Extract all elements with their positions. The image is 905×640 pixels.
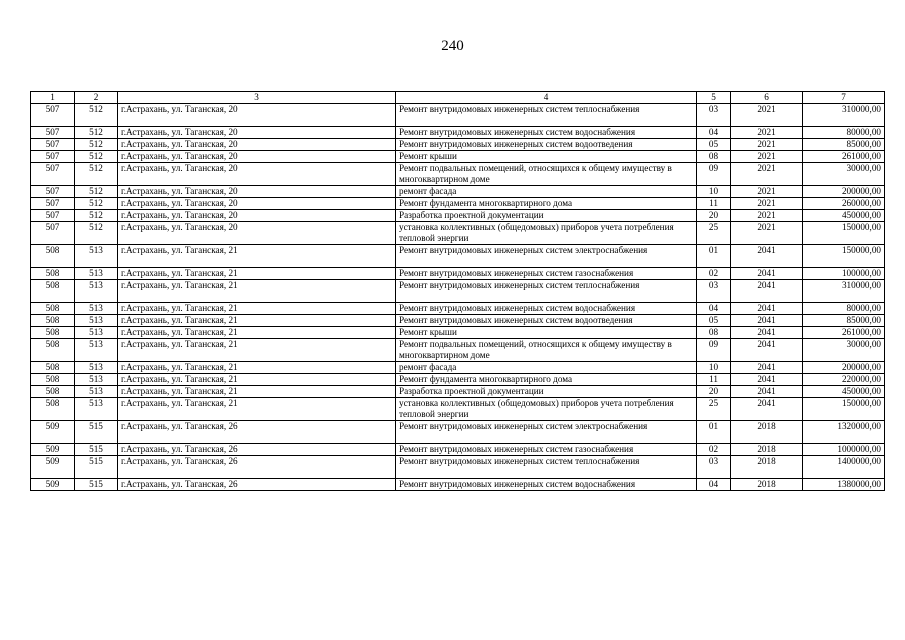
cell-code: 01 [697,245,731,268]
cell-address: г.Астрахань, ул. Таганская, 21 [118,398,396,421]
cell-index: 508 [31,339,75,362]
cell-address: г.Астрахань, ул. Таганская, 20 [118,151,396,163]
table-row [31,315,885,327]
cell-year: 2041 [731,327,803,339]
cell-code: 04 [697,127,731,139]
cell-number: 515 [75,479,118,491]
table-row [31,456,885,479]
cell-code: 09 [697,163,731,186]
cell-year: 2021 [731,163,803,186]
cell-number: 513 [75,268,118,280]
cell-work-type: Ремонт крыши [396,151,697,163]
cell-number: 513 [75,315,118,327]
cell-year: 2041 [731,268,803,280]
table-row [31,127,885,139]
column-header: 3 [118,92,396,104]
cell-cost: 80000,00 [803,127,885,139]
cell-year: 2041 [731,315,803,327]
cell-address: г.Астрахань, ул. Таганская, 20 [118,198,396,210]
cell-index: 509 [31,456,75,479]
cell-cost: 1380000,00 [803,479,885,491]
cell-address: г.Астрахань, ул. Таганская, 20 [118,139,396,151]
cell-code: 25 [697,398,731,421]
table-row [31,198,885,210]
cell-address: г.Астрахань, ул. Таганская, 26 [118,421,396,444]
cell-code: 20 [697,210,731,222]
table-row [31,163,885,186]
cell-cost: 450000,00 [803,386,885,398]
cell-cost: 310000,00 [803,104,885,127]
table-row [31,245,885,268]
cell-index: 508 [31,280,75,303]
cell-work-type: Ремонт фундамента многоквартирного дома [396,374,697,386]
cell-address: г.Астрахань, ул. Таганская, 21 [118,339,396,362]
cell-index: 508 [31,327,75,339]
cell-year: 2018 [731,479,803,491]
column-header: 4 [396,92,697,104]
table-row [31,139,885,151]
page-number: 240 [441,38,464,54]
table-row [31,374,885,386]
cell-year: 2021 [731,127,803,139]
cell-number: 515 [75,444,118,456]
cell-index: 507 [31,104,75,127]
cell-index: 507 [31,186,75,198]
cell-work-type: Ремонт фундамента многоквартирного дома [396,198,697,210]
cell-code: 05 [697,139,731,151]
cell-cost: 200000,00 [803,362,885,374]
cell-index: 507 [31,222,75,245]
cell-code: 01 [697,421,731,444]
cell-work-type: Ремонт подвальных помещений, относящихся к общему имуществу в многоквартирном доме [396,339,697,362]
cell-index: 507 [31,127,75,139]
cell-code: 08 [697,327,731,339]
column-header: 6 [731,92,803,104]
repair-schedule-table [30,91,885,491]
cell-work-type: Ремонт внутридомовых инженерных систем водоотведения [396,139,697,151]
table-row [31,386,885,398]
cell-address: г.Астрахань, ул. Таганская, 21 [118,268,396,280]
cell-index: 507 [31,210,75,222]
cell-cost: 150000,00 [803,398,885,421]
cell-address: г.Астрахань, ул. Таганская, 26 [118,479,396,491]
table-row [31,362,885,374]
cell-year: 2041 [731,245,803,268]
cell-work-type: Ремонт внутридомовых инженерных систем водоснабжения [396,479,697,491]
cell-cost: 85000,00 [803,315,885,327]
cell-address: г.Астрахань, ул. Таганская, 21 [118,315,396,327]
cell-code: 04 [697,479,731,491]
cell-number: 513 [75,327,118,339]
cell-year: 2021 [731,222,803,245]
cell-number: 512 [75,163,118,186]
cell-work-type: Ремонт крыши [396,327,697,339]
cell-year: 2018 [731,444,803,456]
cell-year: 2021 [731,139,803,151]
cell-cost: 220000,00 [803,374,885,386]
cell-address: г.Астрахань, ул. Таганская, 21 [118,386,396,398]
cell-code: 10 [697,362,731,374]
cell-code: 02 [697,268,731,280]
cell-cost: 261000,00 [803,327,885,339]
table-row [31,210,885,222]
cell-year: 2041 [731,303,803,315]
cell-year: 2041 [731,374,803,386]
cell-code: 08 [697,151,731,163]
cell-cost: 30000,00 [803,339,885,362]
cell-index: 509 [31,444,75,456]
cell-cost: 1400000,00 [803,456,885,479]
cell-cost: 1000000,00 [803,444,885,456]
cell-work-type: Ремонт внутридомовых инженерных систем газоснабжения [396,444,697,456]
cell-number: 512 [75,186,118,198]
cell-number: 513 [75,303,118,315]
cell-number: 513 [75,374,118,386]
cell-index: 507 [31,163,75,186]
cell-number: 512 [75,151,118,163]
cell-number: 512 [75,127,118,139]
cell-number: 513 [75,245,118,268]
cell-number: 513 [75,398,118,421]
table-row [31,479,885,491]
cell-code: 04 [697,303,731,315]
cell-year: 2041 [731,386,803,398]
cell-work-type: Ремонт подвальных помещений, относящихся к общему имуществу в многоквартирном доме [396,163,697,186]
cell-index: 508 [31,398,75,421]
cell-year: 2021 [731,151,803,163]
cell-cost: 80000,00 [803,303,885,315]
cell-code: 03 [697,104,731,127]
cell-address: г.Астрахань, ул. Таганская, 21 [118,245,396,268]
cell-address: г.Астрахань, ул. Таганская, 20 [118,210,396,222]
cell-index: 508 [31,315,75,327]
cell-work-type: Разработка проектной документации [396,386,697,398]
cell-year: 2041 [731,398,803,421]
table-row [31,104,885,127]
column-header: 7 [803,92,885,104]
cell-address: г.Астрахань, ул. Таганская, 21 [118,280,396,303]
cell-number: 512 [75,139,118,151]
cell-index: 508 [31,245,75,268]
table-row [31,444,885,456]
cell-work-type: ремонт фасада [396,362,697,374]
cell-index: 507 [31,198,75,210]
cell-cost: 150000,00 [803,222,885,245]
cell-cost: 261000,00 [803,151,885,163]
cell-code: 11 [697,198,731,210]
cell-address: г.Астрахань, ул. Таганская, 26 [118,444,396,456]
cell-cost: 1320000,00 [803,421,885,444]
header-row [31,92,885,104]
table-row [31,186,885,198]
cell-work-type: установка коллективных (общедомовых) приборов учета потребления тепловой энергии [396,398,697,421]
cell-work-type: ремонт фасада [396,186,697,198]
cell-work-type: Ремонт внутридомовых инженерных систем электроснабжения [396,421,697,444]
cell-year: 2018 [731,421,803,444]
table-row [31,421,885,444]
cell-address: г.Астрахань, ул. Таганская, 21 [118,303,396,315]
cell-address: г.Астрахань, ул. Таганская, 20 [118,127,396,139]
cell-year: 2021 [731,186,803,198]
cell-year: 2021 [731,210,803,222]
cell-index: 508 [31,362,75,374]
cell-year: 2041 [731,280,803,303]
cell-code: 05 [697,315,731,327]
cell-year: 2021 [731,198,803,210]
cell-index: 509 [31,479,75,491]
cell-number: 512 [75,222,118,245]
cell-work-type: Ремонт внутридомовых инженерных систем теплоснабжения [396,280,697,303]
cell-cost: 100000,00 [803,268,885,280]
cell-cost: 450000,00 [803,210,885,222]
cell-cost: 260000,00 [803,198,885,210]
cell-work-type: Разработка проектной документации [396,210,697,222]
cell-code: 03 [697,280,731,303]
cell-work-type: Ремонт внутридомовых инженерных систем теплоснабжения [396,104,697,127]
cell-index: 508 [31,268,75,280]
cell-code: 09 [697,339,731,362]
table-row [31,327,885,339]
cell-index: 509 [31,421,75,444]
cell-number: 515 [75,456,118,479]
cell-address: г.Астрахань, ул. Таганская, 20 [118,163,396,186]
cell-year: 2018 [731,456,803,479]
cell-code: 11 [697,374,731,386]
cell-address: г.Астрахань, ул. Таганская, 20 [118,186,396,198]
cell-code: 25 [697,222,731,245]
cell-index: 508 [31,386,75,398]
table-row [31,303,885,315]
cell-address: г.Астрахань, ул. Таганская, 20 [118,222,396,245]
cell-year: 2021 [731,104,803,127]
cell-address: г.Астрахань, ул. Таганская, 20 [118,104,396,127]
cell-index: 508 [31,374,75,386]
table-row [31,268,885,280]
cell-address: г.Астрахань, ул. Таганская, 21 [118,374,396,386]
cell-number: 515 [75,421,118,444]
column-header: 2 [75,92,118,104]
table-row [31,398,885,421]
table-row [31,280,885,303]
cell-work-type: Ремонт внутридомовых инженерных систем водоснабжения [396,127,697,139]
cell-code: 03 [697,456,731,479]
cell-work-type: Ремонт внутридомовых инженерных систем водоснабжения [396,303,697,315]
cell-number: 513 [75,386,118,398]
column-header: 1 [31,92,75,104]
cell-number: 512 [75,104,118,127]
table-row [31,222,885,245]
cell-address: г.Астрахань, ул. Таганская, 26 [118,456,396,479]
cell-index: 508 [31,303,75,315]
cell-code: 02 [697,444,731,456]
table-row [31,151,885,163]
cell-code: 20 [697,386,731,398]
cell-work-type: установка коллективных (общедомовых) приборов учета потребления тепловой энергии [396,222,697,245]
cell-index: 507 [31,151,75,163]
cell-year: 2041 [731,339,803,362]
cell-number: 512 [75,210,118,222]
cell-code: 10 [697,186,731,198]
cell-index: 507 [31,139,75,151]
cell-number: 513 [75,280,118,303]
cell-number: 513 [75,339,118,362]
cell-cost: 150000,00 [803,245,885,268]
cell-cost: 85000,00 [803,139,885,151]
cell-year: 2041 [731,362,803,374]
cell-number: 513 [75,362,118,374]
cell-work-type: Ремонт внутридомовых инженерных систем электроснабжения [396,245,697,268]
cell-cost: 310000,00 [803,280,885,303]
column-header: 5 [697,92,731,104]
cell-work-type: Ремонт внутридомовых инженерных систем водоотведения [396,315,697,327]
cell-number: 512 [75,198,118,210]
cell-work-type: Ремонт внутридомовых инженерных систем теплоснабжения [396,456,697,479]
table-row [31,339,885,362]
cell-address: г.Астрахань, ул. Таганская, 21 [118,327,396,339]
cell-cost: 30000,00 [803,163,885,186]
cell-address: г.Астрахань, ул. Таганская, 21 [118,362,396,374]
cell-cost: 200000,00 [803,186,885,198]
cell-work-type: Ремонт внутридомовых инженерных систем газоснабжения [396,268,697,280]
